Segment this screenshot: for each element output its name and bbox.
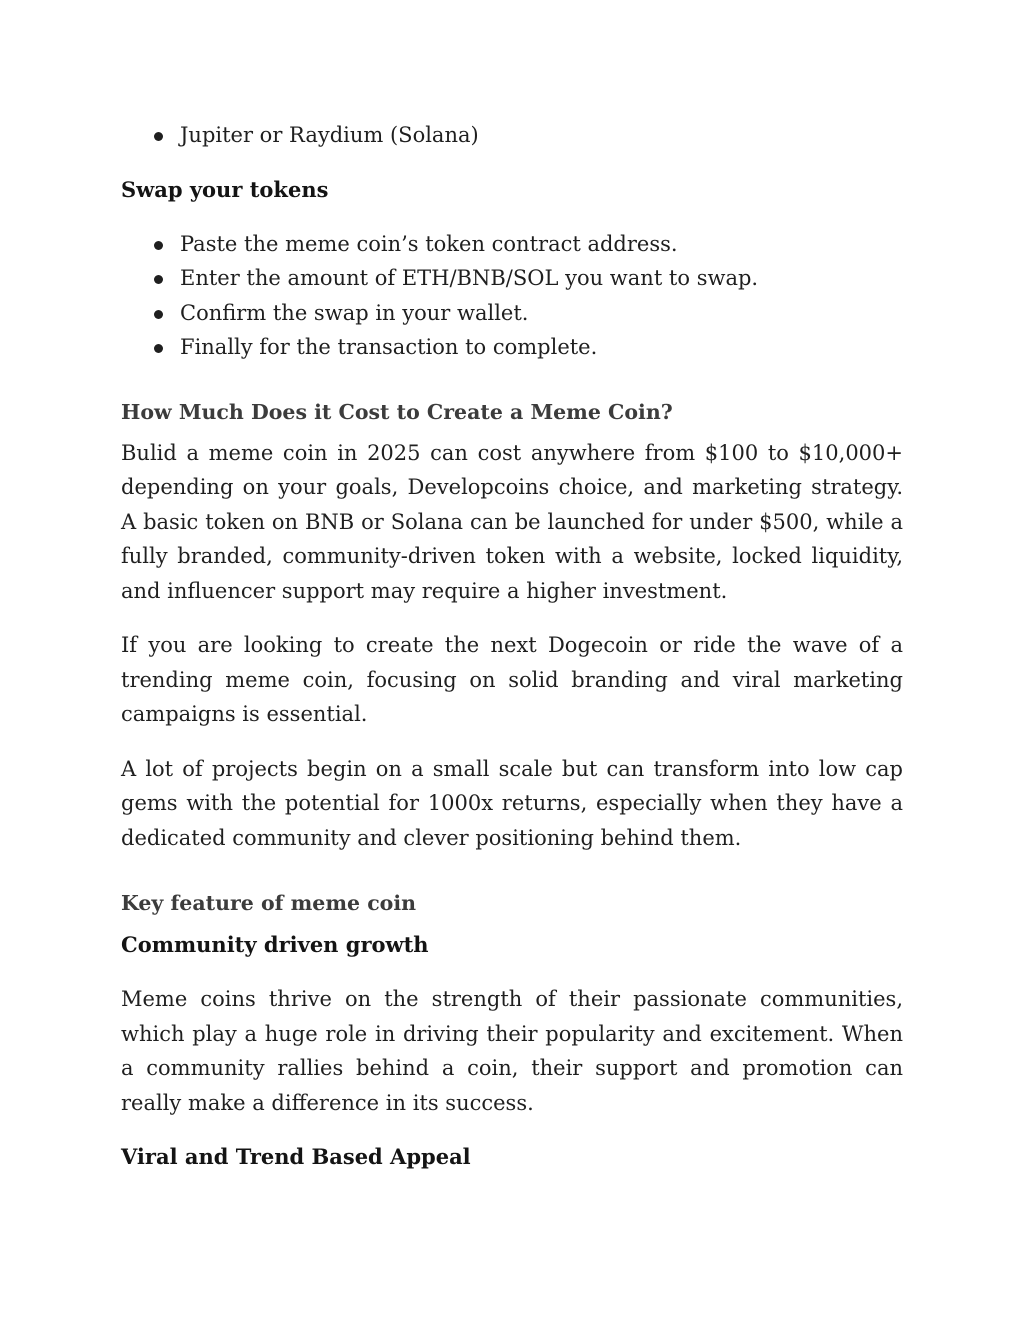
document-page [121, 118, 903, 1174]
cost-paragraph-1: Bulid a meme coin in 2025 can cost anywhere from $100 to $10,000+ depending on your goals, Developcoins choice, and marketing strategy. A basic token on BNB or Solana can be launched for under $500, while a fully branded, community-driven token with a website, locked liquidity, and influencer support may require a higher investment. [121, 440, 903, 603]
bullet-icon [154, 310, 163, 319]
swap-steps-list [121, 227, 903, 365]
viral-heading: Viral and Trend Based Appeal [121, 1144, 471, 1169]
bullet-icon [154, 241, 163, 250]
list-item: Finally for the transaction to complete. [121, 330, 903, 365]
list-item: Jupiter or Raydium (Solana) [121, 118, 903, 153]
bullet-icon [154, 344, 163, 353]
community-paragraph: Meme coins thrive on the strength of their passionate communities, which play a huge role in driving their popularity and excitement. When a community rallies behind a coin, their support and promotion can really make a difference in its success. [121, 987, 903, 1115]
bullet-icon [154, 275, 163, 284]
list-item: Enter the amount of ETH/BNB/SOL you want to swap. [121, 261, 903, 296]
cost-paragraph-3: A lot of projects begin on a small scale but can transform into low cap gems with the potential for 1000x returns, especially when they have a dedicated community and clever positioning behind them. [121, 756, 903, 850]
community-heading: Community driven growth [121, 932, 429, 957]
cost-heading: How Much Does it Cost to Create a Meme Coin? [121, 399, 673, 424]
swap-heading: Swap your tokens [121, 176, 329, 202]
dex-list [121, 118, 903, 153]
list-item: Confirm the swap in your wallet. [121, 296, 903, 331]
bullet-icon [154, 132, 163, 141]
list-item: Paste the meme coin’s token contract address. [121, 227, 903, 262]
features-heading: Key feature of meme coin [121, 891, 417, 915]
cost-paragraph-2: If you are looking to create the next Dogecoin or ride the wave of a trending meme coin, focusing on solid branding and viral marketing campaigns is essential. [121, 633, 903, 726]
